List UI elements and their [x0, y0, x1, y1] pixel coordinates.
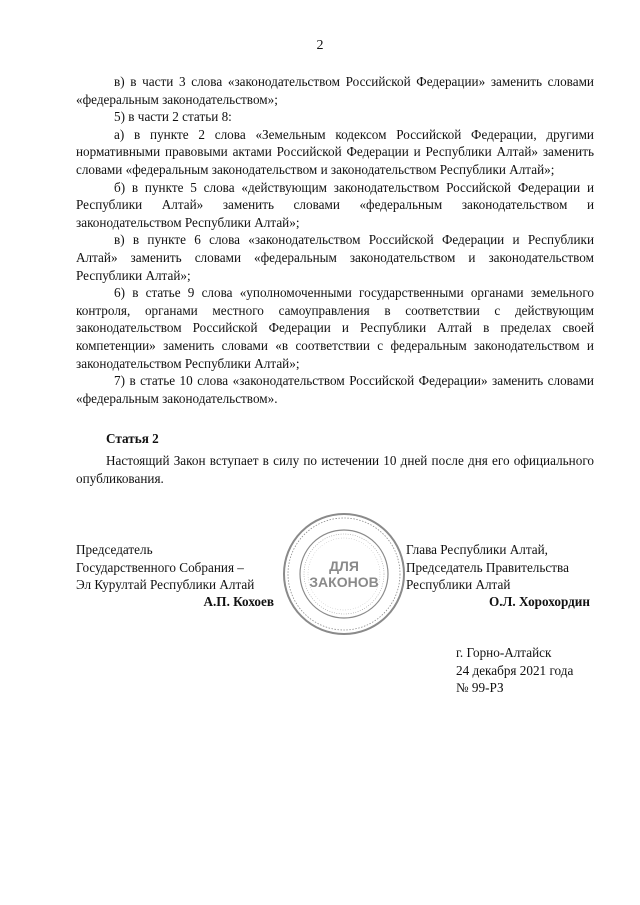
signature-right-line: Республики Алтай: [406, 577, 511, 593]
body-paragraph: 7) в статье 10 слова «законодательством Российской Федерации» заменить словами «федеральным законодательством».: [76, 373, 594, 406]
official-seal: [280, 510, 408, 638]
stamp-text-top: ДЛЯ: [329, 558, 359, 574]
city: г. Горно-Алтайск: [456, 645, 552, 660]
signature-left-name: А.П. Кохоев: [203, 594, 274, 609]
place-date-block: [456, 644, 573, 697]
page-number: 2: [316, 38, 324, 53]
body-paragraph: в) в части 3 слова «законодательством Российской Федерации» заменить словами «федеральным законодательством»;: [76, 74, 594, 107]
body-paragraph: 5) в части 2 статьи 8:: [114, 109, 232, 125]
signature-right-line: Председатель Правительства: [406, 559, 569, 575]
date: 24 декабря 2021 года: [456, 662, 574, 678]
signature-right-title: [406, 541, 606, 594]
signature-left-line: Эл Курултай Республики Алтай: [76, 577, 255, 593]
signature-left-title: [76, 541, 276, 594]
signature-left-line: Государственного Собрания –: [76, 559, 244, 575]
body-paragraph: в) в пункте 6 слова «законодательством Российской Федерации и Республики Алтай» заменить словами «федеральным законодательством и законодательством Республики Алтай»;: [76, 232, 594, 283]
stamp-text-bottom: ЗАКОНОВ: [309, 574, 379, 590]
article-heading: Статья 2: [106, 431, 159, 446]
body-paragraph: 6) в статье 9 слова «уполномоченными государственными органами земельного контроля, органами местного самоуправления в соответствии с действующим законодательством Российской Федерации и Республики Алтай в пределах своей компетенции» заменить словами «в соответствии с федеральным законодательством и законодательством Республики Алтай»;: [76, 285, 594, 371]
article-text: Настоящий Закон вступает в силу по истечении 10 дней после дня его официального опубликования.: [76, 453, 594, 486]
document-body: [76, 73, 594, 407]
body-paragraph: а) в пункте 2 слова «Земельным кодексом Российской Федерации, другими нормативными правовыми актами Российской Федерации и Республики Алтай» заменить словами «федеральным законодательством и законодательством Республики Алтай»;: [76, 126, 594, 177]
signature-left-line: Председатель: [76, 542, 153, 557]
signature-right-name: О.Л. Хорохордин: [489, 594, 590, 609]
law-number: № 99-РЗ: [456, 680, 504, 696]
body-paragraph: б) в пункте 5 слова «действующим законодательством Российской Федерации и Республики Алтай» заменить словами «федеральным законодательством и законодательством Республики Алтай»;: [76, 179, 594, 230]
signature-right-line: Глава Республики Алтай,: [406, 542, 548, 557]
